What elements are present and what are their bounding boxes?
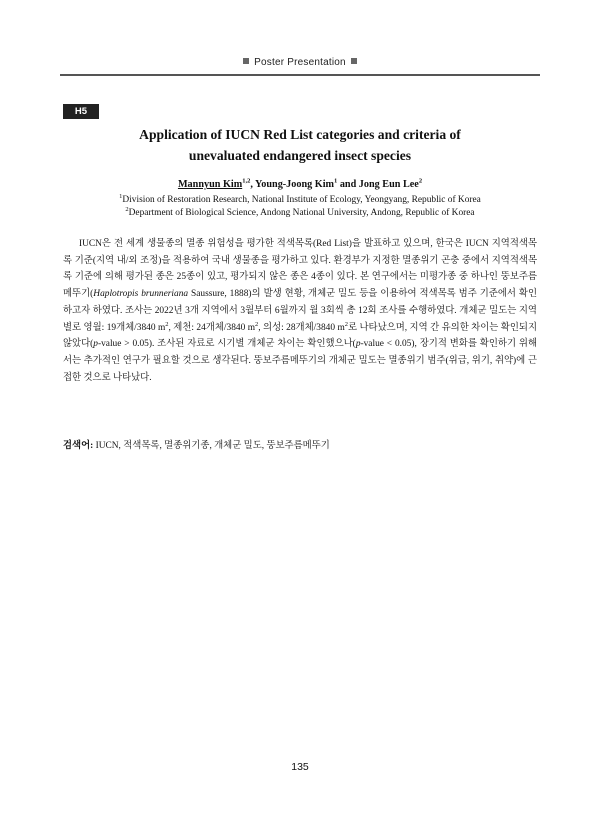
header-divider [60,74,540,76]
affiliations [60,194,540,220]
abstract-text: , 의성: 28개체/3840 m [258,322,345,333]
title-line-2: unevaluated endangered insect species [188,148,412,163]
section-label: Poster Presentation [254,57,346,68]
author-2: Young-Joong Kim [255,179,335,190]
keywords-label: 검색어: [63,441,94,451]
species-name: Haplotropis brunneriana [93,289,189,300]
affiliation-1 [60,194,540,207]
author-separator: , [250,179,256,190]
affiliation-2-marker: 2 [125,205,129,213]
affiliation-1-text: Division of Restoration Research, National Institute of Ecology, Yeongyang, Republic of Korea [122,195,481,205]
page-number: 135 [291,761,309,773]
square-bullet-icon [243,58,249,64]
abstract-text: -value > 0.05). 조사된 자료로 시기별 개체군 차이는 확인했으나( [97,339,356,350]
p-value-symbol: p [93,339,98,350]
keywords [63,437,537,451]
keywords-text: IUCN, 적색목록, 멸종위기종, 개체군 밀도, 뚱보주름메뚜기 [93,441,330,451]
abstract-text: IUCN은 전 세계 생물종의 멸종 위험성을 평가한 적색목록(Red List)을 발표하고 있으며, 한국은 IUCN 지역적색목록 기준(지역 내/외 조정)을 적용하여 국내 생물종을 평가하고 있다. 환경부가 지정한 멸종위기 곤충 중에서 지역적색목록 기준에 의해 평가된 종은 25종이 있고, 평가되지 않은 종은 4종이 있다. 본 연구에서는 미평가종 중 하나인 뚱보주름메뚜기( [63,239,537,300]
abstract-text: , 제천: 24개체/3840 m [168,322,256,333]
affiliation-1-marker: 1 [119,192,123,200]
abstract-text: Saussure, 1888)의 발생 현황, 개체군 밀도 등을 이용하여 적색목록 범주 기준에서 확인하고자 하였다. 조사는 2022년 3개 지역에서 3월부터 6월까지 월 3회씩 총 12회 조사를 수행하였다. 개체군 밀도는 지역별로 영월: 19개체/3840 m [63,289,537,333]
abstract-text: -value < 0.05), 장기적 변화를 확인하기 위해서는 추가적인 연구가 필요할 것으로 생각된다. 뚱보주름메뚜기의 개체군 밀도는 멸종위기 범주(위급, 위기, 취약)에 근접한 것으로 나타났다. [63,339,537,383]
title-line-1: Application of IUCN Red List categories and criteria of [139,127,461,142]
affiliation-2 [60,207,540,220]
affiliation-2-text: Department of Biological Science, Andong National University, Andong, Republic of Korea [128,208,475,218]
abstract-body [63,236,537,386]
author-3: Jong Eun Lee [358,179,419,190]
unit-exponent: 2 [165,320,169,328]
square-bullet-icon [351,58,357,64]
author-1-affil: 1,2 [242,177,251,185]
abstract-id-badge: H5 [63,104,99,119]
p-value-symbol: p [355,339,361,350]
author-separator: and [337,179,359,190]
paper-title [60,124,540,166]
author-list [60,179,540,190]
abstract-text: 로 나타났으며, 지역 간 유의한 차이는 확인되지 않았다( [63,322,538,350]
author-2-affil: 1 [334,177,338,185]
unit-exponent: 2 [344,320,349,328]
unit-exponent: 2 [255,320,259,328]
section-header [0,57,600,68]
author-3-affil: 2 [418,177,423,185]
author-1: Mannyun Kim [177,179,243,190]
